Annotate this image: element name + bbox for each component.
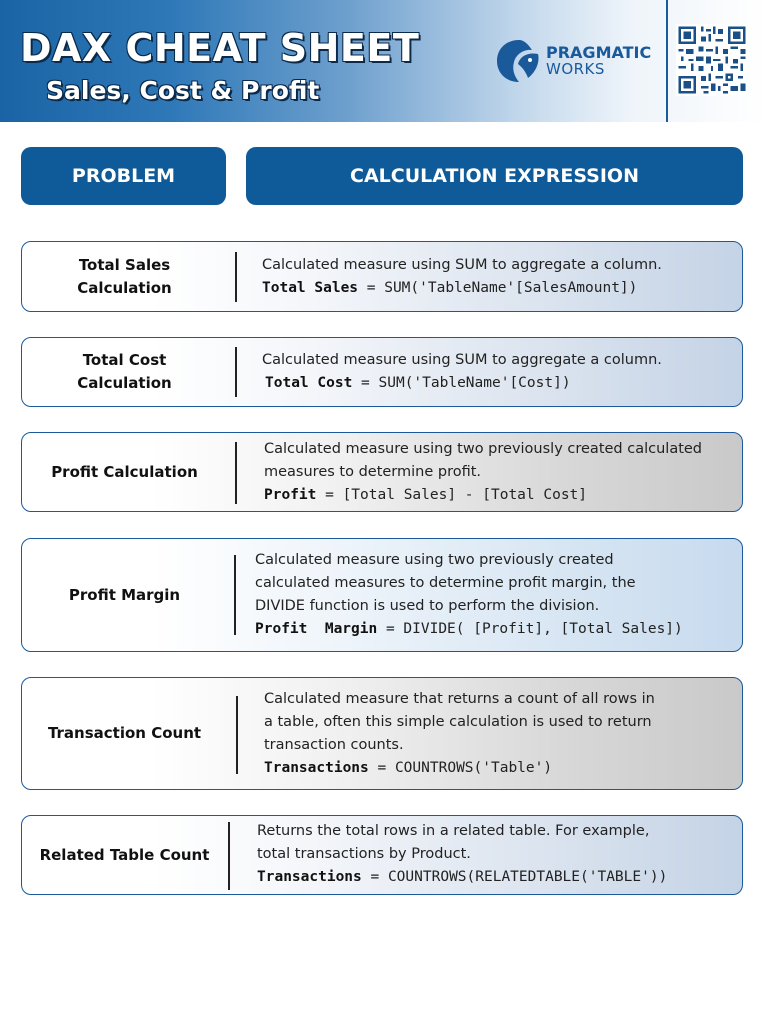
problem-label: Total Sales Calculation [77,255,172,297]
logo-line1: PRAGMATIC [546,43,652,62]
problem-label: Profit Calculation [51,462,198,481]
dax-formula [264,757,655,780]
measure-name: Transactions [257,869,362,885]
description-line: Calculated measure that returns a count of all rows in [264,691,655,707]
measure-name: Profit [264,487,317,503]
formula-expression: = COUNTROWS(RELATEDTABLE('TABLE')) [361,869,668,885]
row-separator [228,822,230,890]
row-separator [235,442,237,504]
problem-label: Transaction Count [47,724,202,742]
dax-formula [255,618,683,641]
table-row [21,432,743,512]
header-banner [0,0,768,122]
row-separator [234,555,236,635]
description-line: Calculated measure using two previously created [255,552,614,568]
table-row [21,677,743,790]
description-line: Calculated measure using two previously created calculated [264,441,703,457]
formula-expression: = SUM('TableName'[Cost]) [352,375,571,391]
description-line: measures to determine profit. [264,464,482,480]
measure-name: Total Sales [262,280,359,296]
table-row [21,241,743,312]
calculation-description [257,820,667,889]
dax-formula [262,372,662,395]
problem-label: Total Cost Calculation [77,351,172,392]
formula-expression: = COUNTROWS('Table') [368,760,553,776]
description-line: calculated measures to determine profit margin, the [255,575,636,591]
dax-formula [264,484,702,507]
measure-name: Profit Margin [255,621,378,637]
qr-code-icon [676,24,748,96]
logo-wordmark [546,44,651,78]
calculation-description [255,549,683,641]
formula-expression: = SUM('TableName'[SalesAmount]) [358,280,638,296]
page-subtitle: Sales, Cost & Profit [46,76,320,105]
dax-formula [262,277,662,300]
description-line: Calculated measure using SUM to aggregate a column. [262,257,662,273]
formula-expression: = DIVIDE( [Profit], [Total Sales]) [377,621,683,637]
logo-line2: WORKS [546,60,605,78]
row-separator [235,347,237,397]
measure-name: Total Cost [265,375,353,391]
column-header-problem: PROBLEM [21,147,226,205]
header-divider [666,0,668,122]
description-line: Returns the total rows in a related table. For example, [257,823,650,839]
column-header-expression: CALCULATION EXPRESSION [246,147,743,205]
measure-name: Transactions [264,760,369,776]
problem-label: Related Table Count [39,845,210,864]
description-line: Calculated measure using SUM to aggregate a column. [262,352,662,368]
calculation-description [262,349,662,395]
formula-expression: = [Total Sales] - [Total Cost] [316,487,588,503]
description-line: a table, often this simple calculation is used to return [264,714,652,730]
description-line: total transactions by Product. [257,846,471,862]
dax-formula [257,866,667,889]
calculation-description [262,254,662,300]
row-separator [235,252,237,302]
page-title: DAX CHEAT SHEET [20,26,420,70]
pragmatic-works-logo-icon [494,38,544,84]
row-separator [236,696,238,774]
table-row [21,538,743,652]
calculation-description [264,688,655,780]
description-line: transaction counts. [264,737,404,753]
calculation-description [264,438,702,507]
problem-label: Profit Margin [68,585,181,604]
description-line: DIVIDE function is used to perform the division. [255,598,600,614]
table-row [21,337,743,407]
table-row [21,815,743,895]
